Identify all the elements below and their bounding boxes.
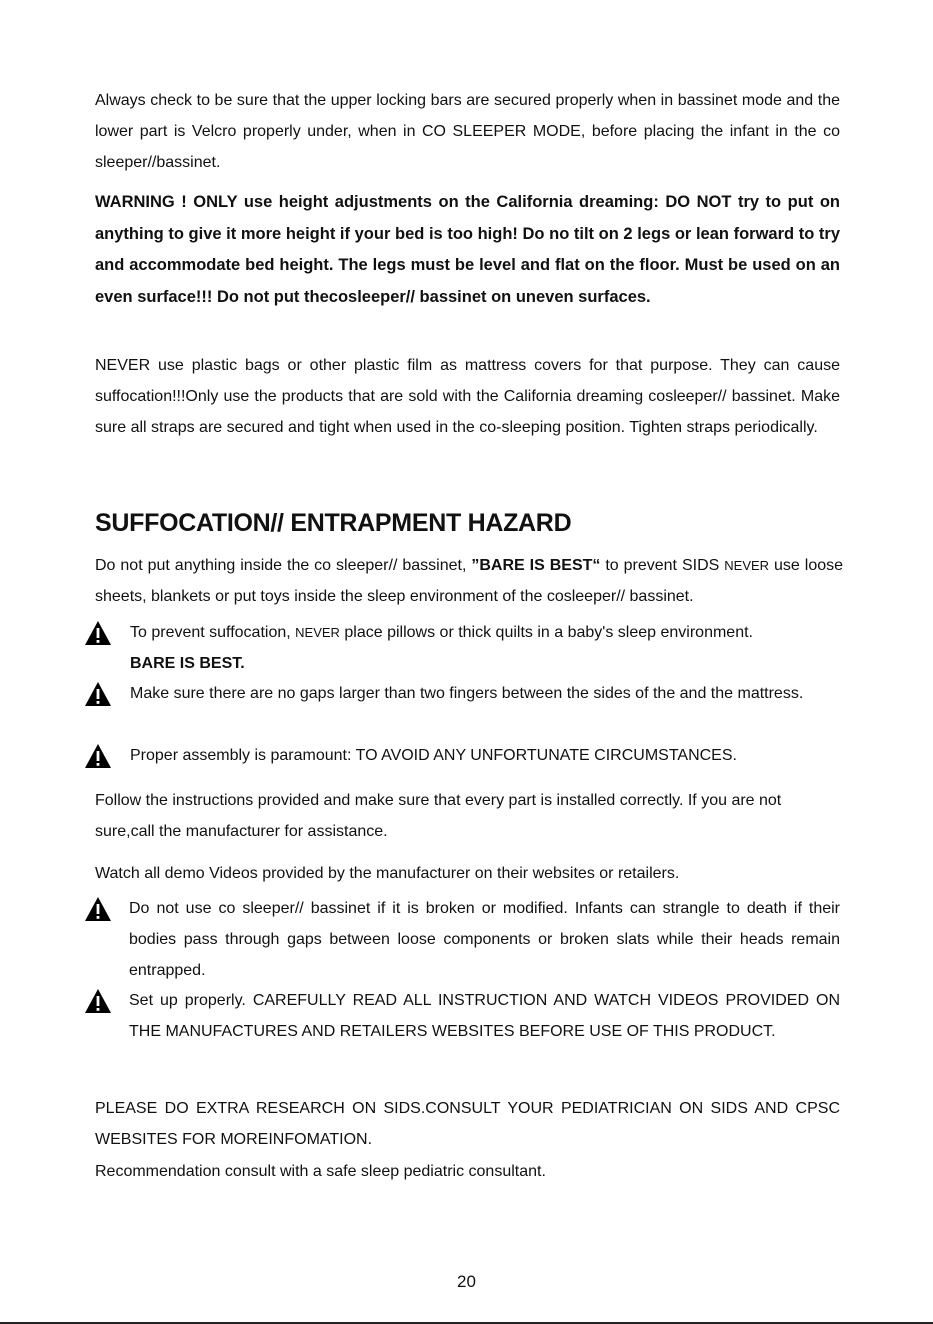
hazard-heading: SUFFOCATION// ENTRAPMENT HAZARD bbox=[95, 509, 572, 537]
sids-research-paragraph: PLEASE DO EXTRA RESEARCH ON SIDS.CONSULT YOUR PEDIATRICIAN ON SIDS AND CPSC WEBSITES FOR MOREINFOMATION. bbox=[95, 1100, 840, 1148]
locking-bars-paragraph: Always check to be sure that the upper locking bars are secured properly when in bassinet mode and the lower part is Velcro properly under, when in CO SLEEPER MODE, before placing the infant in the co sleeper//bassinet. bbox=[95, 92, 840, 171]
warning-triangle-icon bbox=[84, 988, 112, 1014]
consultant-paragraph: Recommendation consult with a safe sleep pediatric consultant. bbox=[95, 1163, 546, 1180]
plastic-bags-paragraph: NEVER use plastic bags or other plastic film as mattress covers for that purpose. They can cause suffocation!!!Only use the products that are sold with the California dreaming cosleeper// bassinet. Make sure all straps are secured and tight when used in the co-sleeping position. Tighten straps periodically. bbox=[95, 357, 840, 436]
warning-item-broken: Do not use co sleeper// bassinet if it is broken or modified. Infants can strangle to death if their bodies pass through gaps between loose components or broken slats while their heads remain entrapped. bbox=[84, 893, 840, 986]
page-number: 20 bbox=[457, 1272, 476, 1291]
warning-item-assembly: Proper assembly is paramount: TO AVOID ANY UNFORTUNATE CIRCUMSTANCES. bbox=[84, 740, 840, 771]
warning-triangle-icon bbox=[84, 743, 112, 769]
warning-triangle-icon bbox=[84, 620, 112, 646]
instructions-paragraph: Follow the instructions provided and make sure that every part is installed correctly. If you are not sure,call the manufacturer for assistance. bbox=[95, 792, 782, 840]
warning-item-setup: Set up properly. CAREFULLY READ ALL INSTRUCTION AND WATCH VIDEOS PROVIDED ON THE MANUFACTURES AND RETAILERS WEBSITES BEFORE USE OF THIS PRODUCT. bbox=[84, 985, 840, 1047]
warning-item-suffocation: To prevent suffocation, NEVER place pillows or thick quilts in a baby's sleep environment. BARE IS BEST. bbox=[84, 617, 840, 679]
warning-item-gaps: Make sure there are no gaps larger than two fingers between the sides of the and the mattress. bbox=[84, 678, 840, 709]
height-warning-paragraph: WARNING ! ONLY use height adjustments on the California dreaming: DO NOT try to put on anything to give it more height if your bed is too high! Do no tilt on 2 legs or lean forward to try and accommodate bed height. The legs must be level and flat on the floor. Must be used on an even surface!!! Do not put thecosleeper// bassinet on uneven surfaces. bbox=[95, 193, 840, 306]
warning-triangle-icon bbox=[84, 896, 112, 922]
warning-triangle-icon bbox=[84, 681, 112, 707]
bare-is-best-paragraph: Do not put anything inside the co sleeper// bassinet, ”BARE IS BEST“ to prevent SIDS NEVER use loose sheets, blankets or put toys inside the sleep environment of the cosleeper// bassinet. bbox=[95, 557, 844, 605]
videos-paragraph: Watch all demo Videos provided by the manufacturer on their websites or retailers. bbox=[95, 865, 680, 882]
